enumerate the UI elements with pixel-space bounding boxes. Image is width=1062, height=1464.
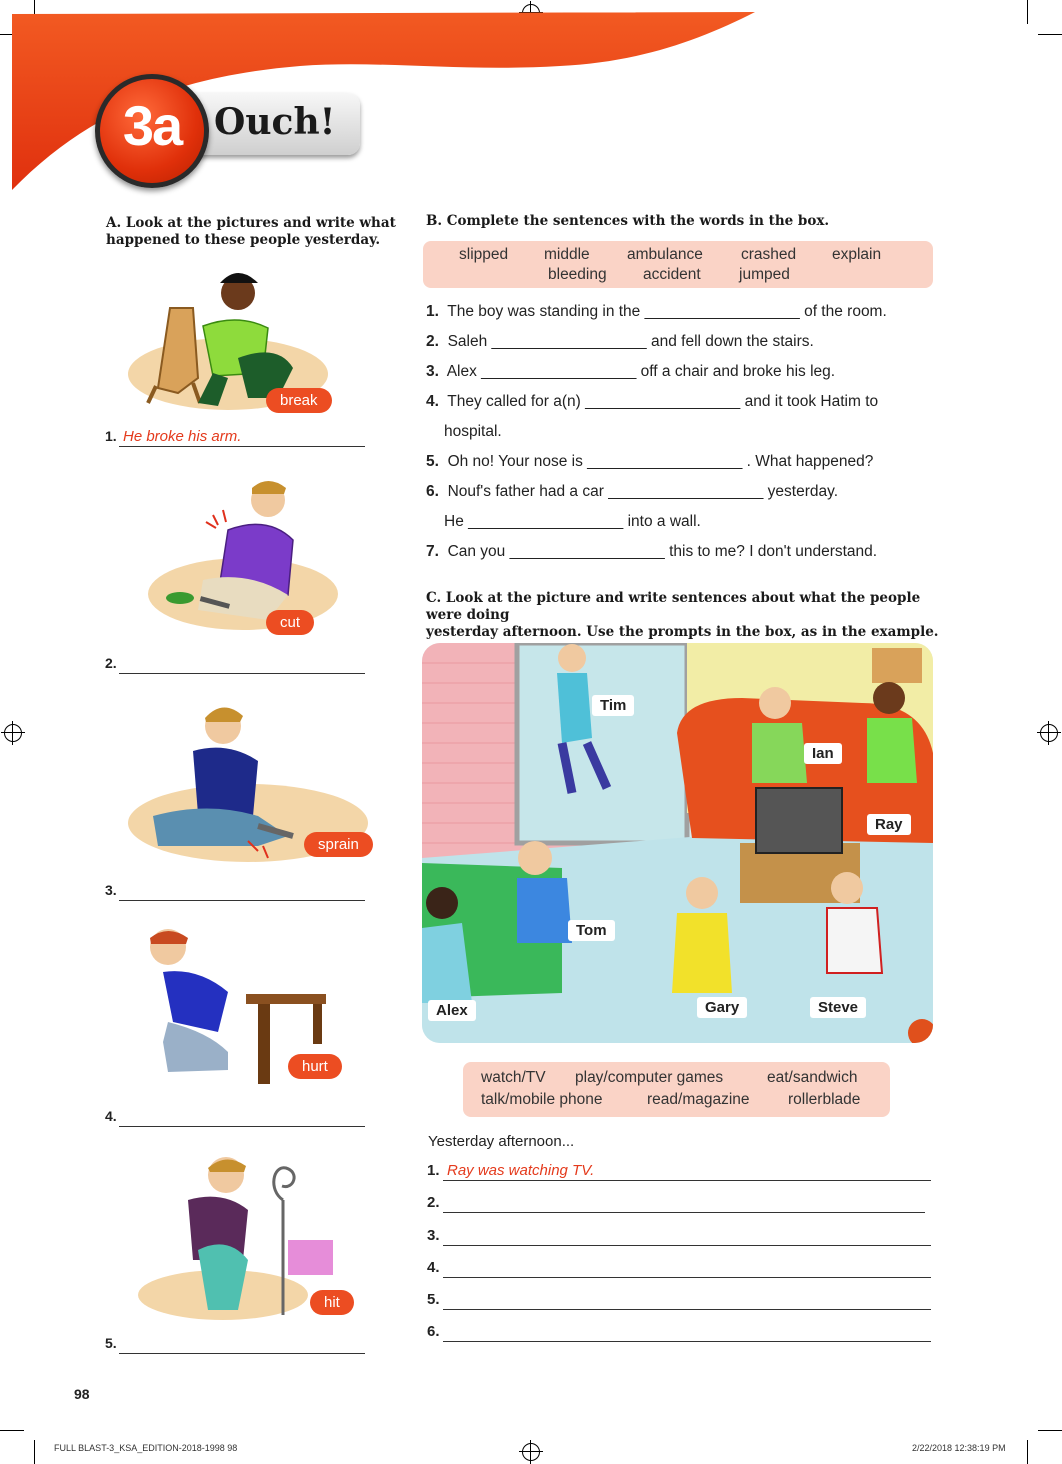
unit-number: 3a	[122, 94, 182, 157]
verb-tag-cut: cut	[266, 610, 314, 635]
picture-hit	[118, 1150, 368, 1320]
sentence-b-4[interactable]: 4. They called for a(n) __________________ and it took Hatim to	[426, 393, 879, 410]
crop-mark	[1027, 1440, 1028, 1464]
answer-c-1[interactable]: 1. Ray was watching TV.	[427, 1162, 931, 1184]
picture-sprain	[118, 696, 368, 866]
word: explain	[832, 246, 882, 263]
sentence-b-3[interactable]: 3. Alex __________________ off a chair and broke his leg.	[426, 363, 836, 380]
answer-a-5[interactable]: 5.	[105, 1335, 365, 1357]
unit-title: Ouch!	[214, 101, 336, 143]
footer-left: FULL BLAST-3_KSA_EDITION-2018-1998 98	[54, 1443, 238, 1453]
label-ray: Ray	[867, 814, 911, 835]
sentence-b-6[interactable]: 6. Nouf's father had a car __________________ yesterday.	[426, 483, 839, 500]
scene-picture	[422, 643, 933, 1043]
crop-mark	[0, 1430, 24, 1431]
label-tom: Tom	[568, 920, 615, 941]
word: crashed	[741, 246, 797, 263]
section-c-heading: C. Look at the picture and write sentences about what the people were doing yesterday afternoon. Use the prompts in the box, as in the example.	[426, 590, 939, 640]
answer-c-2[interactable]: 2.	[427, 1194, 931, 1216]
prompt: play/computer games	[575, 1069, 724, 1086]
sentence-b-2[interactable]: 2. Saleh __________________ and fell down the stairs.	[426, 333, 814, 350]
label-tim: Tim	[592, 695, 634, 716]
page-number: 98	[74, 1386, 90, 1402]
prompt: watch/TV	[481, 1069, 546, 1086]
answer-c-5[interactable]: 5.	[427, 1291, 931, 1313]
picture-hurt	[118, 922, 368, 1092]
prompt-box	[463, 1062, 890, 1117]
label-steve: Steve	[810, 997, 866, 1018]
prompt: rollerblade	[788, 1091, 861, 1108]
verb-tag-break: break	[266, 388, 332, 413]
answer-a-4[interactable]: 4.	[105, 1108, 365, 1130]
verb-tag-hurt: hurt	[288, 1054, 342, 1079]
prompt: talk/mobile phone	[481, 1091, 603, 1108]
crop-mark	[1038, 1430, 1062, 1431]
answer-a-3[interactable]: 3.	[105, 882, 365, 904]
word: middle	[544, 246, 590, 263]
registration-mark-icon	[1040, 724, 1058, 742]
sentence-b-6-cont[interactable]: He __________________ into a wall.	[444, 513, 701, 530]
word: slipped	[459, 246, 509, 263]
answer-a-1[interactable]: 1. He broke his arm.	[105, 428, 365, 450]
footer-right: 2/22/2018 12:38:19 PM	[912, 1443, 1006, 1453]
word-box	[423, 241, 933, 288]
section-c-intro: Yesterday afternoon...	[428, 1133, 575, 1150]
word: bleeding	[548, 266, 607, 283]
verb-tag-hit: hit	[310, 1290, 354, 1315]
sentence-b-7[interactable]: 7. Can you __________________ this to me? I don't understand.	[426, 543, 878, 560]
registration-mark-icon	[4, 724, 22, 742]
unit-badge	[95, 74, 209, 188]
prompt: eat/sandwich	[767, 1069, 858, 1086]
sentence-b-1[interactable]: 1. The boy was standing in the __________________ of the room.	[426, 303, 887, 320]
label-alex: Alex	[428, 1000, 476, 1021]
word: ambulance	[627, 246, 703, 263]
answer-c-4[interactable]: 4.	[427, 1259, 931, 1281]
answer-a-2[interactable]: 2.	[105, 655, 365, 677]
word: jumped	[739, 266, 790, 283]
verb-tag-sprain: sprain	[304, 832, 373, 857]
picture-break	[118, 258, 368, 428]
section-a-heading: A. Look at the pictures and write what happened to these people yesterday.	[106, 215, 396, 248]
prompt: read/magazine	[647, 1091, 750, 1108]
picture-cut	[118, 470, 368, 640]
answer-c-3[interactable]: 3.	[427, 1227, 931, 1249]
sentence-b-5[interactable]: 5. Oh no! Your nose is __________________ . What happened?	[426, 453, 874, 470]
answer-a-1-text: He broke his arm.	[123, 428, 242, 445]
word: accident	[643, 266, 701, 283]
label-gary: Gary	[697, 997, 747, 1018]
section-b-heading: B. Complete the sentences with the words in the box.	[426, 213, 830, 229]
answer-c-1-text: Ray was watching TV.	[447, 1162, 595, 1179]
label-ian: Ian	[804, 743, 842, 764]
registration-mark-icon	[522, 1443, 540, 1461]
sentence-b-4-cont: hospital.	[444, 423, 502, 440]
answer-c-6[interactable]: 6.	[427, 1323, 931, 1345]
crop-mark	[34, 1440, 35, 1464]
